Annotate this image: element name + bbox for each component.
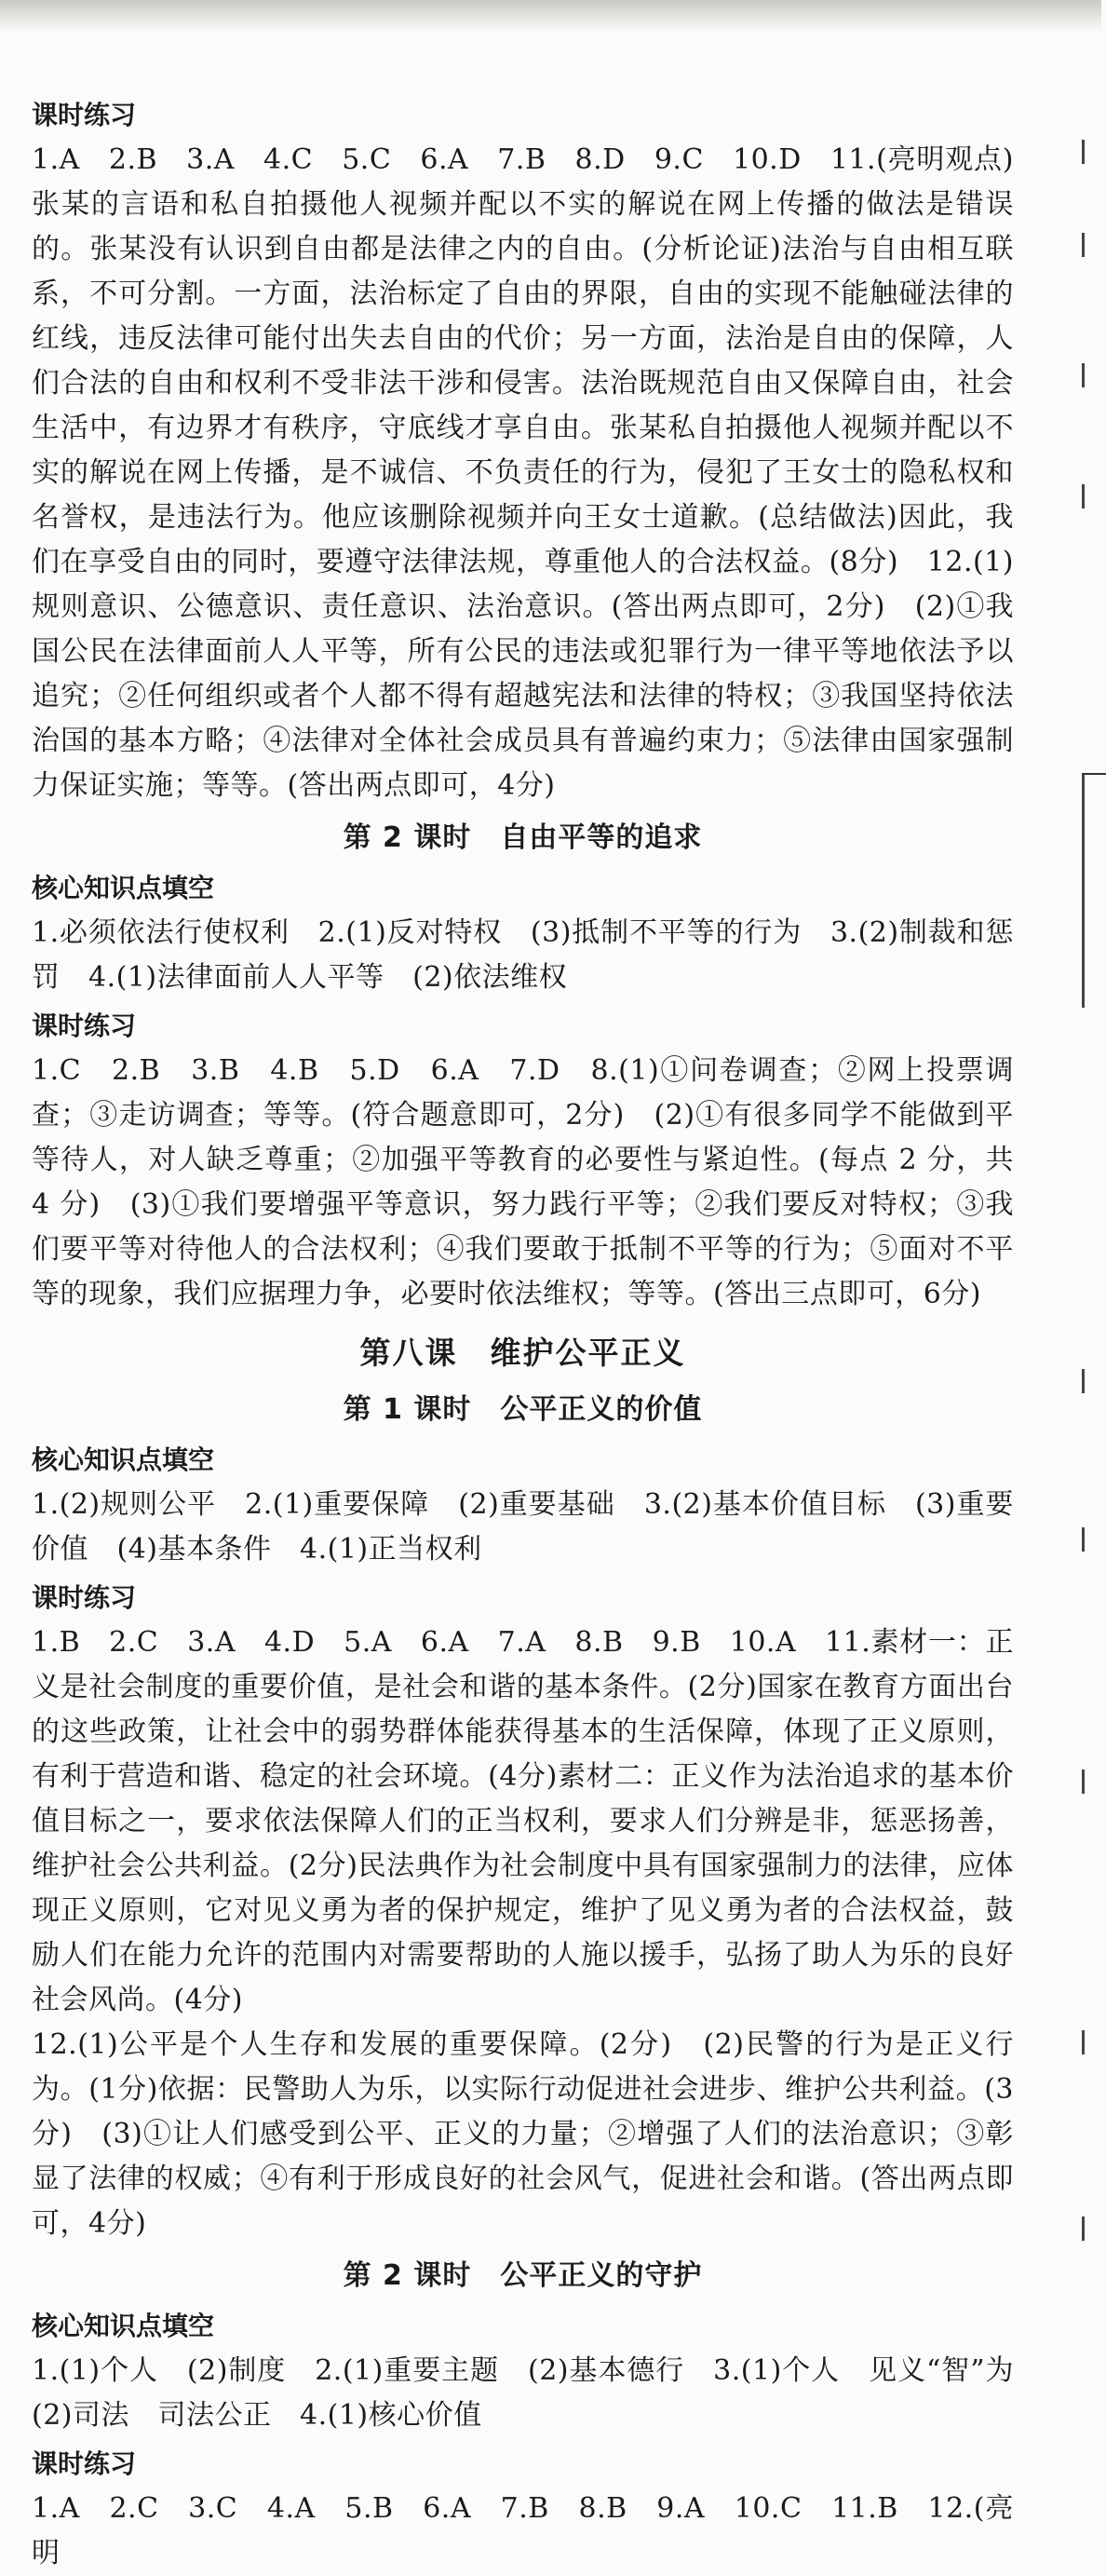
adjacent-page-edge — [1080, 0, 1101, 2375]
edge-fragment — [1082, 1369, 1103, 1393]
section-label: 核心知识点填空 — [32, 873, 215, 903]
section-label: 课时练习 — [32, 1582, 137, 1613]
answer-paragraph: 1.(1)个人 (2)制度 2.(1)重要主题 (2)基本德行 3.(1)个人 见义“智”为 (2)司法 司法公正 4.(1)核心价值 — [32, 2354, 1043, 2432]
answer-paragraph: 1.C 2.B 3.B 4.B 5.D 6.A 7.D 8.(1)①问卷调查；②网上投票调查；③走访调查；等等。(符合题意即可，2分) (2)①有很多同学不能做到平等待人，对人缺乏尊重；②加强平等教育的必要性与紧迫性。(每点 2 分，共 4 分) (3)①我们要增强平等意识，努力践行平等；②我们要反对特权；③我们要平等对待他人的合法权利；④我们要敢于抵制不平等的行为；⑤面对不平等的现象，我们应据理力争，必要时依法维权；等等。(答出三点即可，6分) — [32, 1054, 1014, 1310]
edge-fragment — [1082, 2217, 1103, 2241]
answer-paragraph: 1.必须依法行使权利 2.(1)反对特权 (3)抵制不平等的行为 3.(2)制裁和惩罚 4.(1)法律面前人人平等 (2)依法维权 — [32, 916, 1014, 994]
page-top-shadow — [0, 0, 1101, 32]
section-label: 核心知识点填空 — [32, 2311, 215, 2341]
section-label: 核心知识点填空 — [32, 1444, 215, 1475]
lesson-heading: 第八课 维护公平正义 — [359, 1335, 686, 1371]
edge-fragment — [1082, 233, 1103, 257]
section-heading: 第 1 课时 公平正义的价值 — [343, 1393, 703, 1426]
answer-paragraph: 1.B 2.C 3.A 4.D 5.A 6.A 7.A 8.B 9.B 10.A 11.素材一：正义是社会制度的重要价值，是社会和谐的基本条件。(2分)国家在教育方面出台的这些政策，让社会中的弱势群体能获得基本的生活保障，体现了正义原则，有利于营造和谐、稳定的社会环境。(4分)素材二：正义作为法治追求的基本价值目标之一，要求依法保障人们的正当权利，要求人们分辨是非，惩恶扬善，维护社会公共利益。(2分)民法典作为社会制度中具有国家强制力的法律，应体现正义原则，它对见义勇为者的保护规定，维护了见义勇为者的合法权益，鼓励人们在能力允许的范围内对需要帮助的人施以援手，弘扬了助人为乐的良好社会风尚。(4分) — [32, 1626, 1014, 2016]
section-label: 课时练习 — [32, 100, 137, 130]
edge-fragment — [1082, 1527, 1103, 1552]
edge-fragment — [1082, 484, 1103, 508]
answer-paragraph: 1.A 2.C 3.C 4.A 5.B 6.A 7.B 8.B 9.A 10.C 11.B 12.(亮明 — [32, 2492, 1014, 2569]
section-heading: 第 2 课时 公平正义的守护 — [343, 2259, 703, 2292]
section-label: 课时练习 — [32, 1010, 137, 1041]
answer-paragraph: 1.(2)规则公平 2.(1)重要保障 (2)重要基础 3.(2)基本价值目标 (3)重要价值 (4)基本条件 4.(1)正当权利 — [32, 1488, 1014, 1566]
edge-table-fragment — [1082, 773, 1106, 1008]
answer-paragraph: 1.A 2.B 3.A 4.C 5.C 6.A 7.B 8.D 9.C 10.D 11.(亮明观点)张某的言语和私自拍摄他人视频并配以不实的解说在网上传播的做法是错误的。张某没有认识到自由都是法律之内的自由。(分析论证)法治与自由相互联系，不可分割。一方面，法治标定了自由的界限，自由的实现不能触碰法律的红线，违反法律可能付出失去自由的代价；另一方面，法治是自由的保障，人们合法的自由和权利不受非法干涉和侵害。法治既规范自由又保障自由，社会生活中，有边界才有秩序，守底线才享自由。张某私自拍摄他人视频并配以不实的解说在网上传播，是不诚信、不负责任的行为，侵犯了王女士的隐私权和名誉权，是违法行为。他应该删除视频并向王女士道歉。(总结做法)因此，我们在享受自由的同时，要遵守法律法规，尊重他人的合法权益。(8分) 12.(1)规则意识、公德意识、责任意识、法治意识。(答出两点即可，2分) (2)①我国公民在法律面前人人平等，所有公民的违法或犯罪行为一律平等地依法予以追究；②任何组织或者个人都不得有超越宪法和法律的特权；③我国坚持依法治国的基本方略；④法律对全体社会成员具有普遍约束力；⑤法律由国家强制力保证实施；等等。(答出两点即可，4分) — [32, 143, 1014, 802]
edge-fragment — [1082, 1769, 1103, 1794]
answer-column — [32, 89, 1043, 2576]
edge-fragment — [1082, 140, 1103, 164]
edge-fragment — [1082, 363, 1103, 387]
section-heading: 第 2 课时 自由平等的追求 — [343, 821, 703, 854]
section-label: 课时练习 — [32, 2448, 137, 2479]
answer-paragraph: 12.(1)公平是个人生存和发展的重要保障。(2分) (2)民警的行为是正义行为。(1分)依据：民警助人为乐，以实际行动促进社会进步、维护公共利益。(3分) (3)①让人们感受到公平、正义的力量；②增强了人们的法治意识；③彰显了法律的权威；④有利于形成良好的社会风气，促进社会和谐。(答出两点即可，4分) — [32, 2028, 1014, 2240]
edge-fragment — [1082, 2030, 1103, 2054]
